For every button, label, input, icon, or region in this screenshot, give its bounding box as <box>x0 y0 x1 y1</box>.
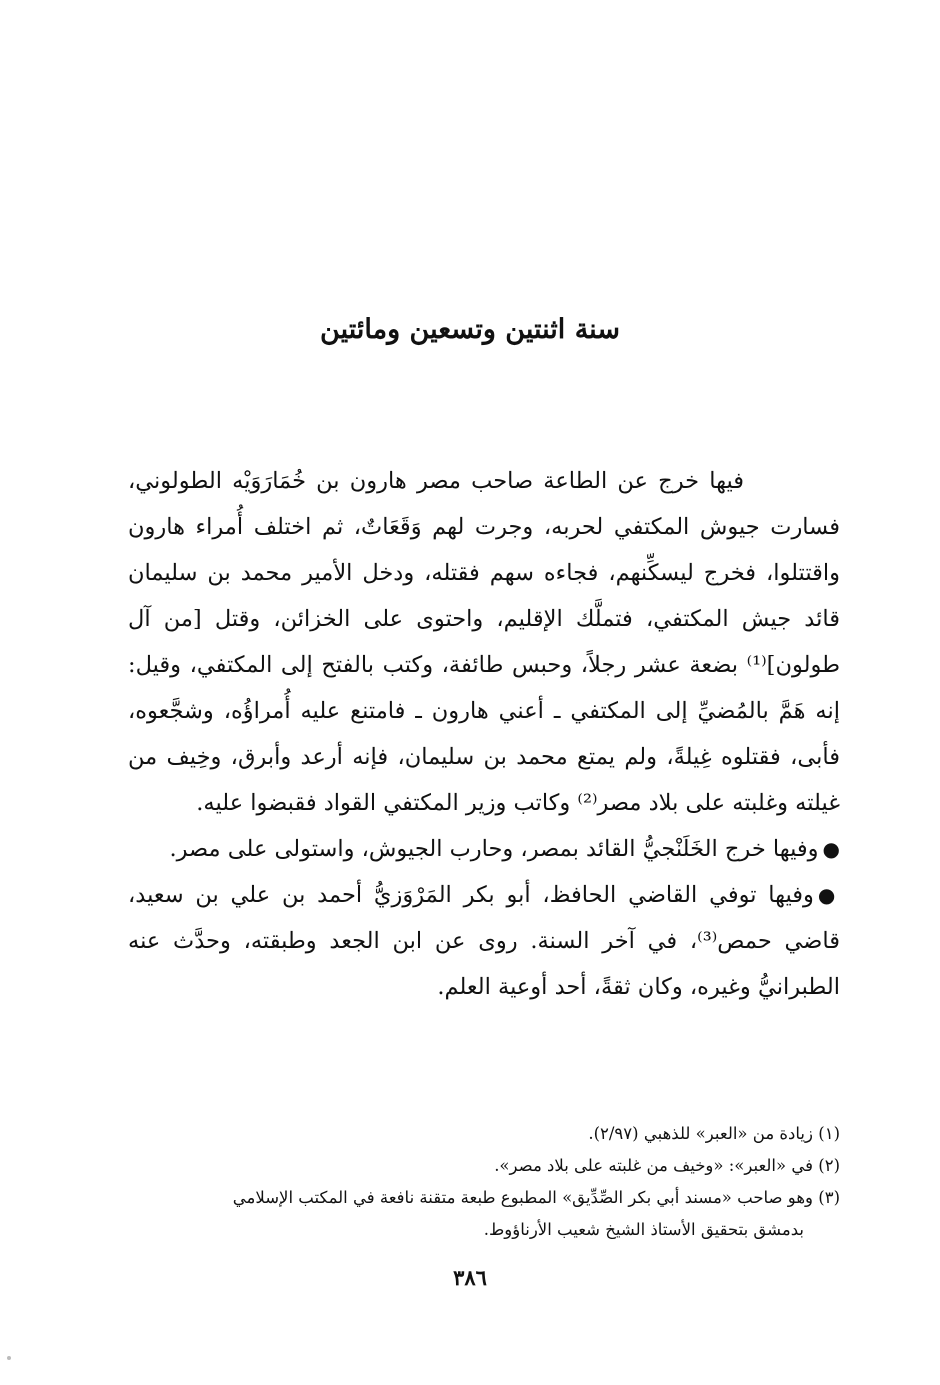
chapter-title: سنة اثنتين وتسعين ومائتين <box>320 314 620 345</box>
bullet-icon: ● <box>822 837 840 861</box>
page-number: ٣٨٦ <box>453 1265 487 1290</box>
main-text <box>128 458 840 1010</box>
footnotes <box>128 1118 840 1246</box>
paragraph-khalanji-text: وفيها خرج الخَلَنْجيُّ القائد بمصر، وحارب الجيوش، واستولى على مصر. <box>169 836 819 862</box>
paragraph-harun: فيها خرج عن الطاعة صاحب مصر هارون بن خُمَارَوَيْه الطولوني، فسارت جيوش المكتفي لحربه، وجرت لهم وَقَعَاتٌ، ثم اختلف أُمراء هارون واقتتلوا، فخرج ليسكِّنهم، فجاءه سهم فقتله، ودخل الأمير محمد بن سليمان قائد جيش المكتفي، فتملَّك الإقليم، واحتوى على الخزائن، وقتل [من آل طولون]⁽¹⁾ بضعة عشر رجلاً، وحبس طائفة، وكتب بالفتح إلى المكتفي، وقيل: إنه هَمَّ بالمُضيِّ إلى المكتفي ـ أعني هارون ـ فامتنع عليه أُمراؤُه، وشجَّعوه، فأبى، فقتلوه غِيلةً، ولم يمتع محمد بن سليمان، فإنه أرعد وأبرق، وخِيف من غيلته وغلبته على بلاد مصر⁽²⁾ وكاتب وزير المكتفي القواد فقبضوا عليه. <box>128 468 840 816</box>
paragraph-khalanji <box>128 826 840 872</box>
paragraph-marwazi <box>128 872 840 1010</box>
paragraph-marwazi-text: وفيها توفي القاضي الحافظ، أبو بكر المَرْوَزيُّ أحمد بن علي بن سعيد، قاضي حمص⁽³⁾، في آخر السنة. روى عن ابن الجعد وطبقته، وحدَّث عنه الطبرانيُّ وغيره، وكان ثقةً، أحد أوعية العلم. <box>128 882 840 1000</box>
footnote-2: (٢) في «العبر»: «وخيف من غلبته على بلاد مصر». <box>494 1156 840 1175</box>
footnote-1: (١) زيادة من «العبر» للذهبي (٢/٩٧). <box>588 1124 840 1143</box>
scan-speck-icon <box>7 1356 11 1360</box>
bullet-icon: ● <box>817 883 840 907</box>
footnote-3: (٣) وهو صاحب «مسند أبي بكر الصِّدِّيق» المطبوع طبعة متقنة نافعة في المكتب الإسلامي <box>232 1188 840 1207</box>
footnote-3-continued: بدمشق بتحقيق الأستاذ الشيخ شعيب الأرناؤوط. <box>483 1220 804 1239</box>
